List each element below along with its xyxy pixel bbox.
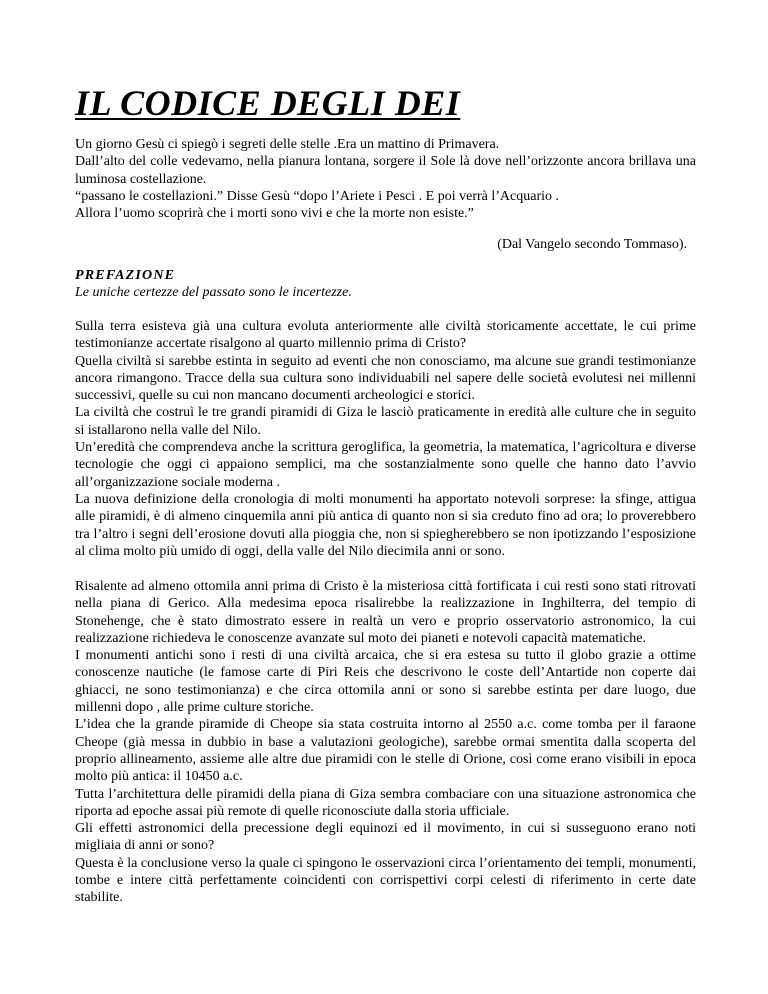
text-line: Quella civiltà si sarebbe estinta in seguito ad eventi che non conosciamo, ma alcune sue grandi testimonianze ancora rimangono. Tracce della sua cultura sono individuabili nel sapere delle società evolutesi nei millenni successivi, quelle su cui non mancano documenti archeologici e storici. (75, 353, 696, 404)
body-paragraph-1 (75, 318, 696, 560)
text-line: L’idea che la grande piramide di Cheope sia stata costruita intorno al 2550 a.c. come tomba per il faraone Cheope (già messa in dubbio in base a valutazioni geologiche), sarebbe ormai smentita dalla scoperta del proprio allineamento, assieme alle altre due piramidi con le stelle di Orione, così come erano visibili in epoca molto più antica: il 10450 a.c. (75, 717, 696, 785)
text-line: Sulla terra esisteva già una cultura evoluta anteriormente alle civiltà storicamente accettate, le cui prime testimonianze accertate risalgono al quarto millennio prima di Cristo? (75, 319, 696, 352)
text-line: Gli effetti astronomici della precessione degli equinozi ed il movimento, in cui si susseguono erano noti migliaia di anni or sono? (75, 821, 696, 854)
quote-citation: (Dal Vangelo secondo Tommaso). (497, 237, 687, 252)
text-line: Questa è la conclusione verso la quale ci spingono le osservazioni circa l’orientamento dei templi, monumenti, tombe e intere città perfettamente coincidenti con corrispettivi corpi celesti di riferimento in certe date stabilite. (75, 855, 696, 906)
text-line: I monumenti antichi sono i resti di una civiltà arcaica, che si era estesa su tutto il globo grazie a ottime conoscenze nautiche (le famose carte di Piri Reis che descrivono le coste dell’Antartide non coperte dai ghiacci, ne sono testimonianza) e che circa ottomila anni or sono si sarebbe estinta per dare luogo, due millenni dopo , alle prime culture storiche. (75, 648, 696, 716)
text-line: Risalente ad almeno ottomila anni prima di Cristo è la misteriosa città fortificata i cui resti sono stati ritrovati nella piana di Gerico. Alla medesima epoca risalirebbe la realizzazione in Inghilterra, del tempio di Stonehenge, che è stato dimostrato essere in realtà un vero e proprio osservatorio astronomico, la cui realizzazione richiedeva le conoscenze avanzate sul moto dei pianeti e notevoli capacità matematiche. (75, 579, 696, 646)
text-line: La civiltà che costruì le tre grandi piramidi di Giza le lasciò praticamente in eredità alle culture che in seguito si istallarono nella valle del Nilo. (75, 405, 696, 438)
intro-line: Allora l’uomo scoprirà che i morti sono vivi e che la morte non esiste.” (75, 206, 474, 222)
text-line: Tutta l’architettura delle piramidi della piana di Giza sembra combaciare con una situazione astronomica che riporta ad epoche assai più remote di quelle riconosciute dalla storia ufficiale. (75, 786, 696, 819)
intro-line: Un giorno Gesù ci spiegò i segreti delle stelle .Era un mattino di Primavera. (75, 137, 500, 152)
intro-quote (75, 136, 696, 222)
document-title: IL CODICE DEGLI DEI (75, 83, 461, 123)
text-line: La nuova definizione della cronologia di molti monumenti ha apportato notevoli sorprese: la sfinge, attigua alle piramidi, è di almeno cinquemila anni più antica di quanto non si sia creduto fino ad ora; lo proverebbero tra l’altro i segni dell’erosione dovuti alla pioggia che, non si spiegherebbero se non ipotizzando l’esposizione al clima molto più umido di oggi, della valle del Nilo diecimila anni or sono. (75, 491, 696, 559)
intro-line: Dall’alto del colle vedevamo, nella pianura lontana, sorgere il Sole là dove nell’orizzonte ancora brillava una luminosa costellazione. (75, 154, 696, 187)
text-line: Un’eredità che comprendeva anche la scrittura geroglifica, la geometria, la matematica, l’agricoltura e diverse tecnologie che oggi ci appaiono semplici, ma che sostanzialmente sono quelle che hanno dato l’avvio all’organizzazione sociale moderna . (75, 440, 696, 490)
preface-subtitle: Le uniche certezze del passato sono le incertezze. (75, 285, 352, 300)
preface-heading: PREFAZIONE (75, 268, 176, 283)
intro-line: “passano le costellazioni.” Disse Gesù “dopo l’Ariete i Pesci . E poi verrà l’Acquario . (75, 188, 560, 204)
body-paragraph-2 (75, 578, 696, 907)
